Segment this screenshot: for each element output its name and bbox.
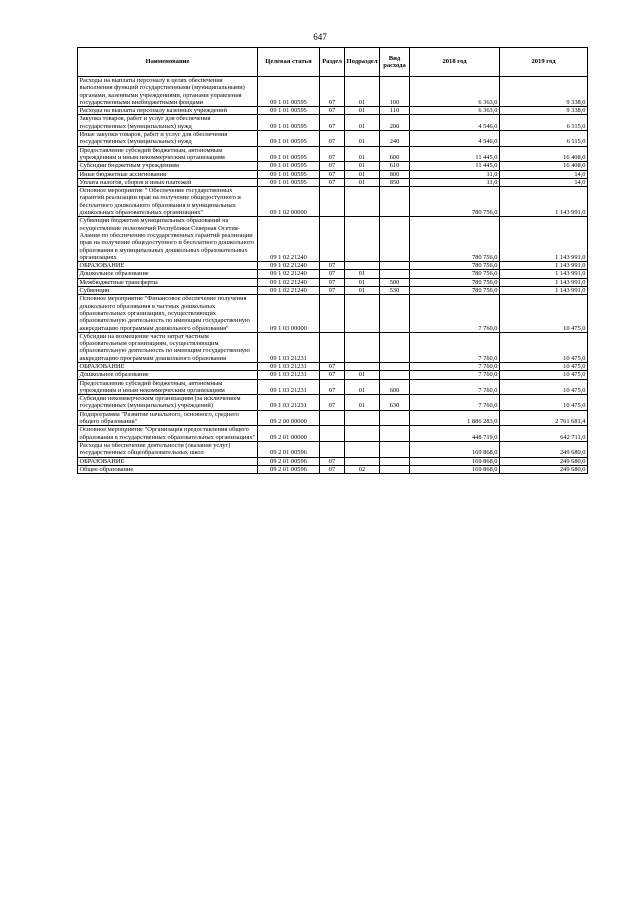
table-row (78, 178, 588, 186)
cell-expense-type (380, 270, 410, 278)
table-row (78, 410, 588, 426)
cell-target-article: 09 1 01 00595 (258, 131, 320, 147)
cell-expense-type: 630 (380, 395, 410, 411)
cell-name: Дошкольное образование (78, 270, 258, 278)
cell-name: Иные бюджетные ассигнования (78, 170, 258, 178)
cell-2019: 10 475,0 (500, 332, 588, 362)
table-row (78, 441, 588, 457)
cell-name: Основное мероприятие "Финансовое обеспечение получения дошкольного образования в частных дошкольных образовательных организациях, осуществляющих образовательную деятельность по имеющим государственную аккредитацию программам дошкольного образования" (78, 295, 258, 332)
table-row (78, 262, 588, 270)
table-row (78, 371, 588, 379)
cell-target-article: 09 1 01 00595 (258, 77, 320, 107)
cell-target-article: 09 1 02 00000 (258, 187, 320, 217)
cell-2018: 448 719,0 (410, 426, 500, 442)
cell-target-article: 09 1 03 00000 (258, 295, 320, 332)
header-name: Наименование (78, 48, 258, 77)
table-row (78, 332, 588, 362)
cell-2018: 780 756,0 (410, 217, 500, 262)
cell-name: Предоставление субсидий бюджетным, автономным учреждениям и иным некоммерческим организациям (78, 379, 258, 395)
cell-2019: 14,0 (500, 170, 588, 178)
cell-2018: 169 868,0 (410, 457, 500, 465)
cell-expense-type: 600 (380, 146, 410, 162)
cell-target-article: 09 1 01 00595 (258, 107, 320, 115)
cell-2019: 10 475,0 (500, 379, 588, 395)
cell-name: Межбюджетные трансферты (78, 278, 258, 286)
table-row (78, 115, 588, 131)
table-row (78, 170, 588, 178)
cell-subsection: 01 (345, 146, 380, 162)
table-row (78, 146, 588, 162)
cell-subsection (345, 332, 380, 362)
cell-2018: 169 868,0 (410, 465, 500, 473)
cell-name: Иные закупки товаров, работ и услуг для обеспечения государственных (муниципальных) нужд (78, 131, 258, 147)
table-row (78, 465, 588, 473)
cell-expense-type: 530 (380, 287, 410, 295)
cell-section: 07 (320, 270, 345, 278)
cell-target-article: 09 2 01 00596 (258, 441, 320, 457)
cell-subsection (345, 410, 380, 426)
cell-subsection: 01 (345, 170, 380, 178)
cell-subsection: 01 (345, 270, 380, 278)
cell-subsection (345, 187, 380, 217)
cell-section (320, 187, 345, 217)
cell-subsection (345, 362, 380, 370)
table-row (78, 77, 588, 107)
cell-target-article: 09 1 02 21240 (258, 287, 320, 295)
header-section: Раздел (320, 48, 345, 77)
cell-expense-type: 600 (380, 379, 410, 395)
cell-subsection: 01 (345, 77, 380, 107)
cell-2018: 6 363,0 (410, 107, 500, 115)
cell-section: 07 (320, 162, 345, 170)
cell-expense-type (380, 441, 410, 457)
cell-2019: 9 338,0 (500, 77, 588, 107)
cell-subsection: 01 (345, 287, 380, 295)
cell-expense-type: 610 (380, 162, 410, 170)
cell-name: Предоставление субсидий бюджетным, автономным учреждениям и иным некоммерческим организациям (78, 146, 258, 162)
cell-subsection: 01 (345, 278, 380, 286)
cell-name: Закупка товаров, работ и услуг для обеспечения государственных (муниципальных) нужд (78, 115, 258, 131)
cell-2018: 4 546,0 (410, 115, 500, 131)
cell-2019: 1 143 991,0 (500, 287, 588, 295)
cell-section (320, 441, 345, 457)
page-number: 647 (313, 32, 327, 42)
cell-expense-type: 200 (380, 115, 410, 131)
cell-2019: 1 143 991,0 (500, 278, 588, 286)
cell-2018: 4 546,0 (410, 131, 500, 147)
cell-section: 07 (320, 107, 345, 115)
cell-subsection (345, 262, 380, 270)
cell-2018: 780 756,0 (410, 287, 500, 295)
cell-expense-type: 850 (380, 178, 410, 186)
cell-expense-type (380, 362, 410, 370)
cell-2018: 780 756,0 (410, 262, 500, 270)
cell-2018: 7 760,0 (410, 362, 500, 370)
cell-expense-type (380, 187, 410, 217)
cell-expense-type (380, 465, 410, 473)
cell-section: 07 (320, 131, 345, 147)
cell-2018: 780 756,0 (410, 270, 500, 278)
cell-subsection: 02 (345, 465, 380, 473)
cell-name: Подпрограмма "Развитие начального, основного, среднего общего образования" (78, 410, 258, 426)
cell-section: 07 (320, 278, 345, 286)
cell-subsection: 01 (345, 379, 380, 395)
cell-subsection (345, 295, 380, 332)
cell-expense-type: 110 (380, 107, 410, 115)
cell-target-article: 09 1 01 00595 (258, 170, 320, 178)
cell-section (320, 217, 345, 262)
cell-expense-type (380, 332, 410, 362)
cell-name: ОБРАЗОВАНИЕ (78, 262, 258, 270)
cell-expense-type: 800 (380, 170, 410, 178)
cell-subsection (345, 457, 380, 465)
table-row (78, 457, 588, 465)
cell-target-article: 09 2 01 00000 (258, 426, 320, 442)
header-subsection: Подраздел (345, 48, 380, 77)
cell-name: Уплата налогов, сборов и иных платежей (78, 178, 258, 186)
table-row (78, 287, 588, 295)
cell-name: ОБРАЗОВАНИЕ (78, 362, 258, 370)
cell-2019: 1 143 991,0 (500, 262, 588, 270)
cell-2018: 6 363,0 (410, 77, 500, 107)
cell-section: 07 (320, 115, 345, 131)
cell-section: 07 (320, 170, 345, 178)
cell-name: ОБРАЗОВАНИЕ (78, 457, 258, 465)
cell-2019: 2 761 681,4 (500, 410, 588, 426)
cell-section: 07 (320, 178, 345, 186)
cell-2018: 7 760,0 (410, 395, 500, 411)
cell-2019: 1 143 991,0 (500, 270, 588, 278)
cell-2019: 14,0 (500, 178, 588, 186)
cell-name: Субвенции (78, 287, 258, 295)
table-row (78, 278, 588, 286)
cell-subsection: 01 (345, 162, 380, 170)
table-row (78, 395, 588, 411)
cell-2019: 1 143 991,0 (500, 187, 588, 217)
cell-2018: 169 868,0 (410, 441, 500, 457)
cell-2018: 780 756,0 (410, 187, 500, 217)
cell-expense-type (380, 410, 410, 426)
cell-2018: 780 756,0 (410, 278, 500, 286)
cell-target-article: 09 1 01 00595 (258, 162, 320, 170)
cell-section (320, 332, 345, 362)
cell-2019: 10 475,0 (500, 362, 588, 370)
cell-target-article: 09 1 03 21231 (258, 362, 320, 370)
cell-target-article: 09 1 02 21240 (258, 262, 320, 270)
cell-2018: 1 886 283,0 (410, 410, 500, 426)
cell-2019: 16 408,0 (500, 146, 588, 162)
cell-target-article: 09 1 03 21231 (258, 379, 320, 395)
cell-2019: 6 115,0 (500, 131, 588, 147)
header-expense-type: Вид расхода (380, 48, 410, 77)
cell-name: Дошкольное образование (78, 371, 258, 379)
table-row (78, 295, 588, 332)
cell-2019: 10 475,0 (500, 295, 588, 332)
cell-2019: 10 475,0 (500, 371, 588, 379)
cell-subsection: 01 (345, 115, 380, 131)
table-row (78, 217, 588, 262)
cell-target-article: 09 1 02 21240 (258, 217, 320, 262)
cell-section: 07 (320, 465, 345, 473)
cell-subsection: 01 (345, 178, 380, 186)
cell-2018: 11 445,0 (410, 146, 500, 162)
cell-subsection: 01 (345, 107, 380, 115)
cell-name: Расходы на обеспечение деятельности (оказание услуг) государственных общеобразовательных школ (78, 441, 258, 457)
table-row (78, 162, 588, 170)
cell-2018: 11 445,0 (410, 162, 500, 170)
table-row (78, 107, 588, 115)
cell-target-article: 09 1 03 21231 (258, 371, 320, 379)
cell-target-article: 09 1 03 21231 (258, 332, 320, 362)
cell-expense-type (380, 262, 410, 270)
cell-section (320, 426, 345, 442)
cell-section: 07 (320, 371, 345, 379)
cell-expense-type (380, 426, 410, 442)
header-2019: 2019 год (500, 48, 588, 77)
table-row (78, 426, 588, 442)
cell-name: Расходы на выплаты персоналу в целях обеспечения выполнения функций государственными (муниципальными) органами, казенными учреждениями, органами управления государственными внебюджетными фондами (78, 77, 258, 107)
cell-expense-type (380, 217, 410, 262)
cell-2018: 11,0 (410, 170, 500, 178)
table-body (78, 77, 588, 474)
header-target-article: Целевая статья (258, 48, 320, 77)
cell-target-article: 09 1 01 00595 (258, 178, 320, 186)
cell-subsection: 01 (345, 395, 380, 411)
cell-subsection: 01 (345, 131, 380, 147)
cell-2019: 9 338,0 (500, 107, 588, 115)
table-row (78, 362, 588, 370)
cell-target-article: 09 1 02 21240 (258, 270, 320, 278)
table-row (78, 379, 588, 395)
cell-section (320, 410, 345, 426)
cell-2019: 16 408,0 (500, 162, 588, 170)
cell-section: 07 (320, 457, 345, 465)
cell-name: Общее образование (78, 465, 258, 473)
cell-2019: 1 143 991,0 (500, 217, 588, 262)
cell-target-article: 09 2 01 00596 (258, 465, 320, 473)
cell-2019: 249 680,0 (500, 441, 588, 457)
cell-expense-type (380, 371, 410, 379)
cell-2018: 11,0 (410, 178, 500, 186)
cell-2019: 10 475,0 (500, 395, 588, 411)
cell-expense-type: 500 (380, 278, 410, 286)
cell-expense-type: 100 (380, 77, 410, 107)
cell-2018: 7 760,0 (410, 379, 500, 395)
cell-2018: 7 760,0 (410, 295, 500, 332)
cell-2018: 7 760,0 (410, 332, 500, 362)
cell-section: 07 (320, 146, 345, 162)
cell-section: 07 (320, 395, 345, 411)
cell-expense-type: 240 (380, 131, 410, 147)
cell-subsection (345, 217, 380, 262)
cell-section (320, 295, 345, 332)
cell-expense-type (380, 295, 410, 332)
cell-target-article: 09 1 02 21240 (258, 278, 320, 286)
cell-target-article: 09 1 03 21231 (258, 395, 320, 411)
cell-name: Субсидии некоммерческим организациям (за исключением государственных (муниципальных) учреждений) (78, 395, 258, 411)
cell-name: Субвенции бюджетам муниципальных образований на осуществление полномочий Республики Северная Осетия-Алания по обеспечению государственных гарантий реализации прав на получение общедоступного и бесплатного дошкольного образования в муниципальных дошкольных образовательных организациях (78, 217, 258, 262)
cell-2018: 7 760,0 (410, 371, 500, 379)
table-row (78, 187, 588, 217)
cell-name: Основное мероприятие "Организация предоставления общего образования в государственных образовательных организациях" (78, 426, 258, 442)
cell-subsection: 01 (345, 371, 380, 379)
cell-section: 07 (320, 77, 345, 107)
cell-2019: 249 680,0 (500, 465, 588, 473)
cell-target-article: 09 2 00 00000 (258, 410, 320, 426)
cell-name: Субсидии бюджетным учреждениям (78, 162, 258, 170)
cell-2019: 249 680,0 (500, 457, 588, 465)
cell-subsection (345, 441, 380, 457)
cell-expense-type (380, 457, 410, 465)
table-row (78, 270, 588, 278)
cell-name: Расходы на выплаты персоналу казенных учреждений (78, 107, 258, 115)
cell-target-article: 09 1 01 00595 (258, 115, 320, 131)
cell-target-article: 09 2 01 00596 (258, 457, 320, 465)
cell-2019: 6 115,0 (500, 115, 588, 131)
header-2018: 2018 год (410, 48, 500, 77)
cell-name: Субсидии на возмещение части затрат частным образовательным организациям, осуществляющим образовательную деятельность по имеющим государственную аккредитацию программам дошкольного образования (78, 332, 258, 362)
cell-section: 07 (320, 362, 345, 370)
cell-section: 07 (320, 262, 345, 270)
table-header-row (78, 48, 588, 77)
cell-section: 07 (320, 379, 345, 395)
cell-section: 07 (320, 287, 345, 295)
table-row (78, 131, 588, 147)
cell-2019: 642 711,0 (500, 426, 588, 442)
cell-name: Основное мероприятие " Обеспечение государственных гарантий реализации прав на получение общедоступного и бесплатного дошкольного образования в муниципальных дошкольных образовательных организациях" (78, 187, 258, 217)
cell-target-article: 09 1 01 00595 (258, 146, 320, 162)
cell-subsection (345, 426, 380, 442)
budget-table (77, 47, 588, 474)
